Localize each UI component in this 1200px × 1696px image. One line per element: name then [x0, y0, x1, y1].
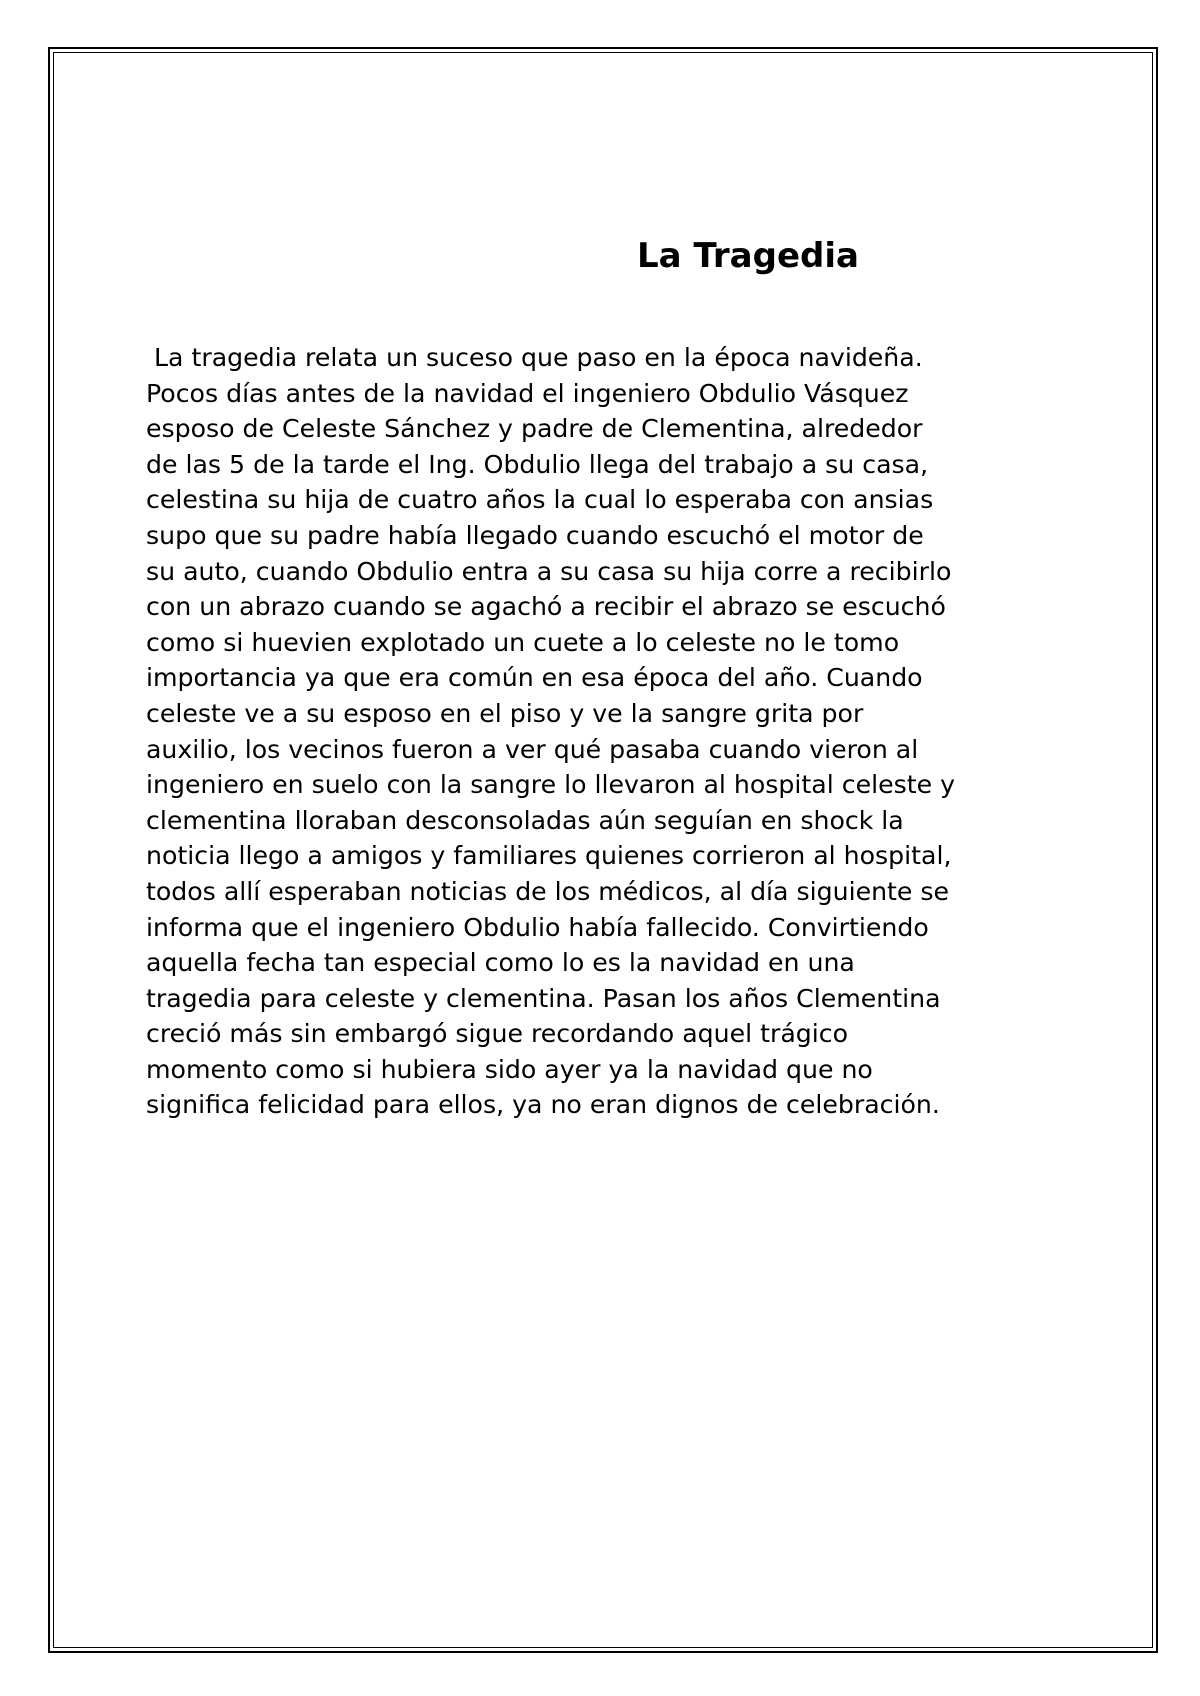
body-line: de las 5 de la tarde el Ing. Obdulio llega del trabajo a su casa,: [146, 449, 929, 479]
body-line: auxilio, los vecinos fueron a ver qué pasaba cuando vieron al: [146, 734, 919, 764]
body-line: Pocos días antes de la navidad el ingeniero Obdulio Vásquez: [146, 378, 909, 408]
body-line: con un abrazo cuando se agachó a recibir el abrazo se escuchó: [146, 592, 946, 622]
body-line: La tragedia relata un suceso que paso en la época navideña.: [146, 343, 923, 372]
body-line: momento como si hubiera sido ayer ya la navidad que no: [146, 1054, 873, 1084]
body-line: noticia llego a amigos y familiares quienes corrieron al hospital,: [146, 841, 952, 871]
body-line: todos allí esperaban noticias de los médicos, al día siguiente se: [146, 876, 950, 906]
body-line: celeste ve a su esposo en el piso y ve la sangre grita por: [146, 698, 864, 728]
body-line: informa que el ingeniero Obdulio había fallecido. Convirtiendo: [146, 912, 929, 942]
body-line: aquella fecha tan especial como lo es la navidad en una: [146, 948, 855, 978]
body-line: como si huevien explotado un cuete a lo celeste no le tomo: [146, 627, 900, 657]
body-line: creció más sin embargó sigue recordando aquel trágico: [146, 1019, 849, 1049]
body-line: tragedia para celeste y clementina. Pasan los años Clementina: [146, 983, 941, 1013]
body-line: esposo de Celeste Sánchez y padre de Clementina, alrededor: [146, 414, 923, 444]
body-line: su auto, cuando Obdulio entra a su casa su hija corre a recibirlo: [146, 556, 952, 586]
body-line: significa felicidad para ellos, ya no eran dignos de celebración.: [146, 1090, 940, 1120]
body-line: celestina su hija de cuatro años la cual lo esperaba con ansias: [146, 485, 934, 515]
document-title: La Tragedia: [637, 236, 859, 276]
body-line: ingeniero en suelo con la sangre lo llevaron al hospital celeste y: [146, 770, 955, 800]
document-body: [146, 340, 1086, 1123]
body-line: supo que su padre había llegado cuando escuchó el motor de: [146, 520, 924, 550]
body-line: importancia ya que era común en esa época del año. Cuando: [146, 663, 923, 693]
body-line: clementina lloraban desconsoladas aún seguían en shock la: [146, 805, 904, 835]
